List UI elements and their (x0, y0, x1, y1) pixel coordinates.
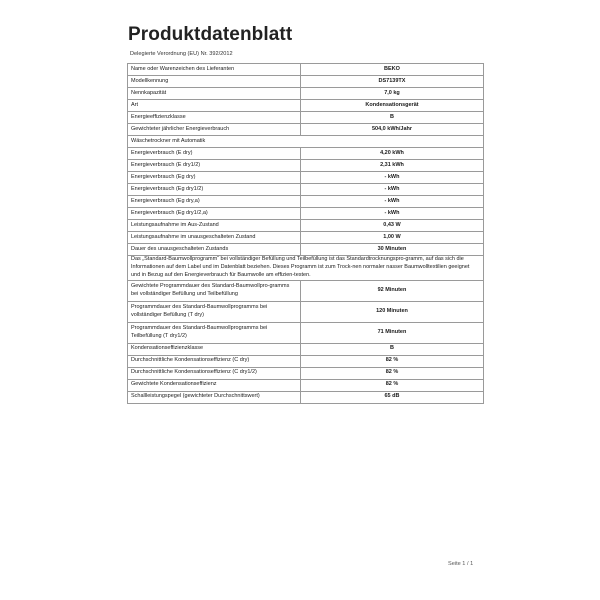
row-value: DS7139TX (301, 76, 484, 88)
table-row (128, 220, 484, 232)
regulation-subtitle: Delegierte Verordnung (EU) Nr. 392/2012 (130, 51, 233, 57)
row-value: - kWh (301, 196, 484, 208)
row-value: - kWh (301, 172, 484, 184)
row-label: Schallleistungspegel (gewichteter Durchschnittswert) (128, 391, 301, 403)
table-row (128, 112, 484, 124)
program-note: Das „Standard-Baumwollprogramm“ bei vollständiger Befüllung und Teilbefüllung ist das Standardtrocknungspro-gramm, auf das sich die Informationen auf dem Label und im Datenblatt beziehen. Dieses Programm ist zum Trock-nen normaler nasser Baumwolltextilien geeignet und in Bezug auf den Energieverbrauch für Baumwolle am effizien-testen. (128, 256, 484, 281)
table-row (128, 196, 484, 208)
table-row (128, 124, 484, 136)
row-label: Durchschnittliche Kondensationseffizienz (C dry) (128, 355, 301, 367)
row-label: Energieeffizienzklasse (128, 112, 301, 124)
row-value: 65 dB (301, 391, 484, 403)
row-value: B (301, 112, 484, 124)
row-value: - kWh (301, 184, 484, 196)
table-row (128, 391, 484, 403)
table-row (128, 379, 484, 391)
row-value: 0,43 W (301, 220, 484, 232)
row-label: Modellkennung (128, 76, 301, 88)
row-value: 71 Minuten (301, 322, 484, 343)
row-value: 1,00 W (301, 232, 484, 244)
row-label: Durchschnittliche Kondensationseffizienz (C dry1/2) (128, 367, 301, 379)
row-label: Nennkapazität (128, 88, 301, 100)
row-value: 7,0 kg (301, 88, 484, 100)
row-label: Kondensationseffizienzklasse (128, 343, 301, 355)
row-label: Art (128, 100, 301, 112)
row-value: 120 Minuten (301, 301, 484, 322)
table-row (128, 322, 484, 343)
table-row (128, 136, 484, 148)
table-row (128, 172, 484, 184)
table-row (128, 160, 484, 172)
table-row (128, 76, 484, 88)
row-label: Gewichteter jährlicher Energieverbrauch (128, 124, 301, 136)
table-row (128, 100, 484, 112)
table-row (128, 88, 484, 100)
row-label: Name oder Warenzeichen des Lieferanten (128, 64, 301, 76)
row-label: Energieverbrauch (Eg dry,a) (128, 196, 301, 208)
table-row (128, 232, 484, 244)
row-label: Energieverbrauch (Eg dry1/2) (128, 184, 301, 196)
row-label: Leistungsaufnahme im Aus-Zustand (128, 220, 301, 232)
row-value: 504,0 kWh/Jahr (301, 124, 484, 136)
table-row (128, 367, 484, 379)
row-label: Energieverbrauch (Eg dry) (128, 172, 301, 184)
row-label: Energieverbrauch (E dry1/2) (128, 160, 301, 172)
table-row (128, 208, 484, 220)
row-label: Programmdauer des Standard-Baumwollprogramms bei vollständiger Befüllung (T dry) (128, 301, 301, 322)
row-value: 82 % (301, 379, 484, 391)
row-value: Kondensationsgerät (301, 100, 484, 112)
row-value: 4,20 kWh (301, 148, 484, 160)
table-row (128, 343, 484, 355)
page-number: Seite 1 / 1 (448, 561, 474, 567)
row-label: Leistungsaufnahme im unausgeschalteten Zustand (128, 232, 301, 244)
table-row (128, 301, 484, 322)
row-label: Programmdauer des Standard-Baumwollprogramms bei Teilbefüllung (T dry1/2) (128, 322, 301, 343)
table-row (128, 148, 484, 160)
row-label: Dauer des unausgeschalteten Zustands (128, 244, 301, 256)
page-title: Produktdatenblatt (128, 24, 293, 45)
row-value: B (301, 343, 484, 355)
section-header: Wäschetrockner mit Automatik (128, 136, 484, 148)
table-row (128, 355, 484, 367)
table-row (128, 244, 484, 256)
row-value: BEKO (301, 64, 484, 76)
row-label: Energieverbrauch (E dry) (128, 148, 301, 160)
product-data-table (127, 63, 484, 404)
row-label: Gewichtete Kondensationseffizienz (128, 379, 301, 391)
row-value: 82 % (301, 355, 484, 367)
row-value: 2,31 kWh (301, 160, 484, 172)
table-row (128, 256, 484, 281)
row-value: 30 Minuten (301, 244, 484, 256)
row-label: Energieverbrauch (Eg dry1/2,a) (128, 208, 301, 220)
row-value: 92 Minuten (301, 280, 484, 301)
row-label: Gewichtete Programmdauer des Standard-Baumwollpro-gramms bei vollständiger Befüllung und Teilbefüllung (128, 280, 301, 301)
row-value: - kWh (301, 208, 484, 220)
table-row (128, 64, 484, 76)
row-value: 82 % (301, 367, 484, 379)
table-row (128, 184, 484, 196)
table-row (128, 280, 484, 301)
